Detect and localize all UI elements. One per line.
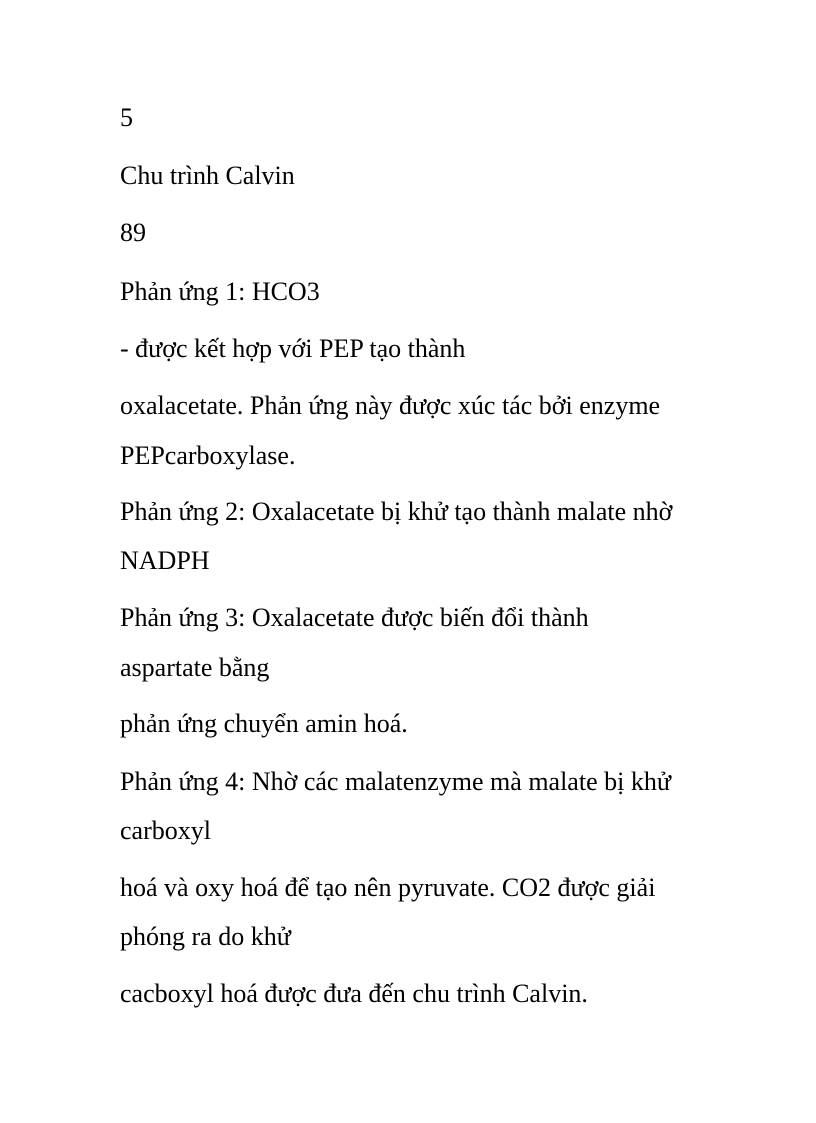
text-line: NADPH <box>120 546 210 575</box>
text-line: phóng ra do khử <box>120 922 291 951</box>
text-line: Phản ứng 4: Nhờ các malatenzyme mà malate bị khử <box>120 767 671 796</box>
text-line: PEPcarboxylase. <box>120 441 296 470</box>
text-line: carboxyl <box>120 816 211 845</box>
page-number: 5 <box>120 103 133 132</box>
figure-number: 89 <box>120 218 146 247</box>
section-heading: Chu trình Calvin <box>120 161 295 190</box>
text-line: - được kết hợp với PEP tạo thành <box>120 334 466 363</box>
text-line: Phản ứng 2: Oxalacetate bị khử tạo thành malate nhờ <box>120 497 673 526</box>
text-line: aspartate bằng <box>120 653 270 682</box>
text-line: phản ứng chuyển amin hoá. <box>120 709 408 738</box>
text-line: Phản ứng 3: Oxalacetate được biến đổi thành <box>120 603 589 632</box>
text-line: Phản ứng 1: HCO3 <box>120 277 320 306</box>
text-line: hoá và oxy hoá để tạo nên pyruvate. CO2 được giải <box>120 873 656 902</box>
text-line: cacboxyl hoá được đưa đến chu trình Calvin. <box>120 979 588 1008</box>
text-line: oxalacetate. Phản ứng này được xúc tác bởi enzyme <box>120 391 661 420</box>
